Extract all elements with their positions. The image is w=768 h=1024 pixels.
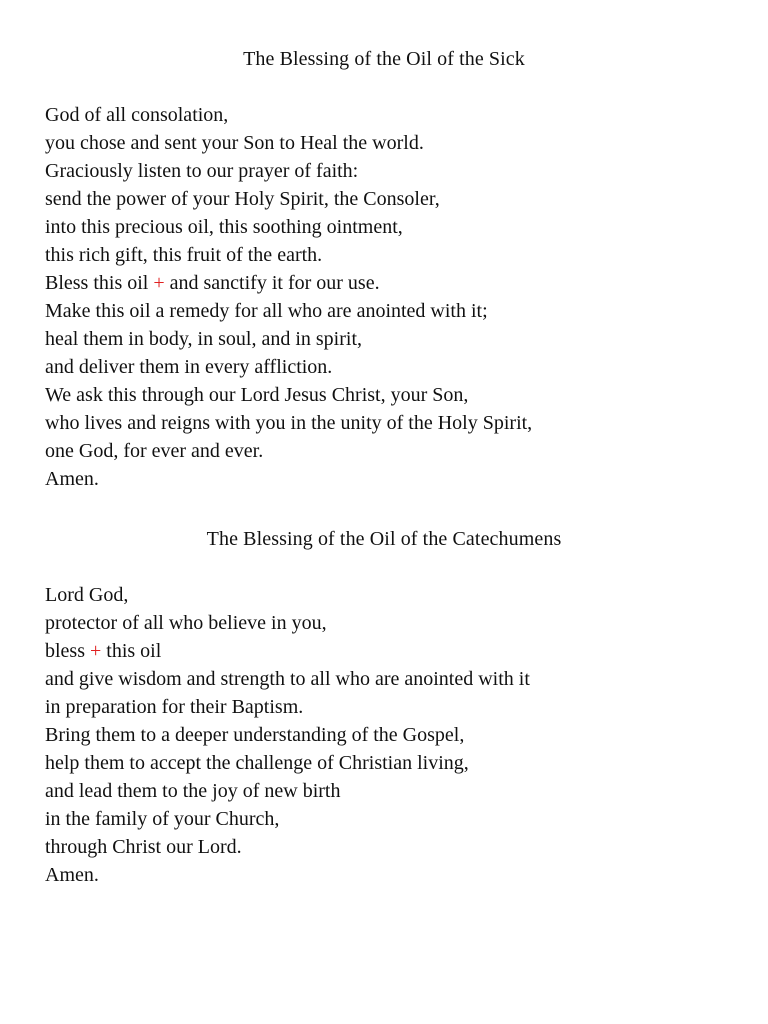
prayer-line-text: and sanctify it for our use. (164, 272, 380, 294)
section-heading-oil-of-the-sick: The Blessing of the Oil of the Sick (243, 48, 525, 70)
prayer-line: Lord God, (45, 584, 129, 606)
prayer-line: send the power of your Holy Spirit, the Consoler, (45, 188, 440, 210)
prayer-oil-of-the-sick (45, 101, 532, 493)
prayer-line: and give wisdom and strength to all who are anointed with it (45, 668, 530, 690)
prayer-line: in preparation for their Baptism. (45, 696, 304, 718)
prayer-line: this rich gift, this fruit of the earth. (45, 244, 323, 266)
prayer-line (45, 269, 532, 297)
prayer-line: Amen. (45, 864, 99, 886)
prayer-line: Graciously listen to our prayer of faith: (45, 160, 359, 182)
prayer-line: help them to accept the challenge of Christian living, (45, 752, 469, 774)
prayer-line: Bring them to a deeper understanding of the Gospel, (45, 724, 465, 746)
prayer-line-text: this oil (101, 640, 162, 662)
prayer-line (45, 637, 530, 665)
prayer-line-text: bless (45, 640, 90, 662)
sign-of-the-cross-icon: + (153, 272, 165, 294)
section-heading-oil-of-the-catechumens: The Blessing of the Oil of the Catechumens (206, 528, 562, 550)
prayer-line: Make this oil a remedy for all who are anointed with it; (45, 300, 488, 322)
prayer-oil-of-the-catechumens (45, 581, 530, 889)
prayer-line-text: Bless this oil (45, 272, 154, 294)
prayer-line: heal them in body, in soul, and in spirit, (45, 328, 363, 350)
prayer-line: in the family of your Church, (45, 808, 280, 830)
prayer-line: and deliver them in every affliction. (45, 356, 333, 378)
prayer-line: protector of all who believe in you, (45, 612, 327, 634)
prayer-line: Amen. (45, 468, 99, 490)
prayer-line: who lives and reigns with you in the unity of the Holy Spirit, (45, 412, 533, 434)
prayer-line: one God, for ever and ever. (45, 440, 264, 462)
prayer-line: through Christ our Lord. (45, 836, 242, 858)
prayer-line: and lead them to the joy of new birth (45, 780, 341, 802)
prayer-line: you chose and sent your Son to Heal the world. (45, 132, 424, 154)
prayer-line: We ask this through our Lord Jesus Christ, your Son, (45, 384, 469, 406)
sign-of-the-cross-icon: + (90, 640, 102, 662)
prayer-line: into this precious oil, this soothing ointment, (45, 216, 403, 238)
prayer-line: God of all consolation, (45, 104, 229, 126)
